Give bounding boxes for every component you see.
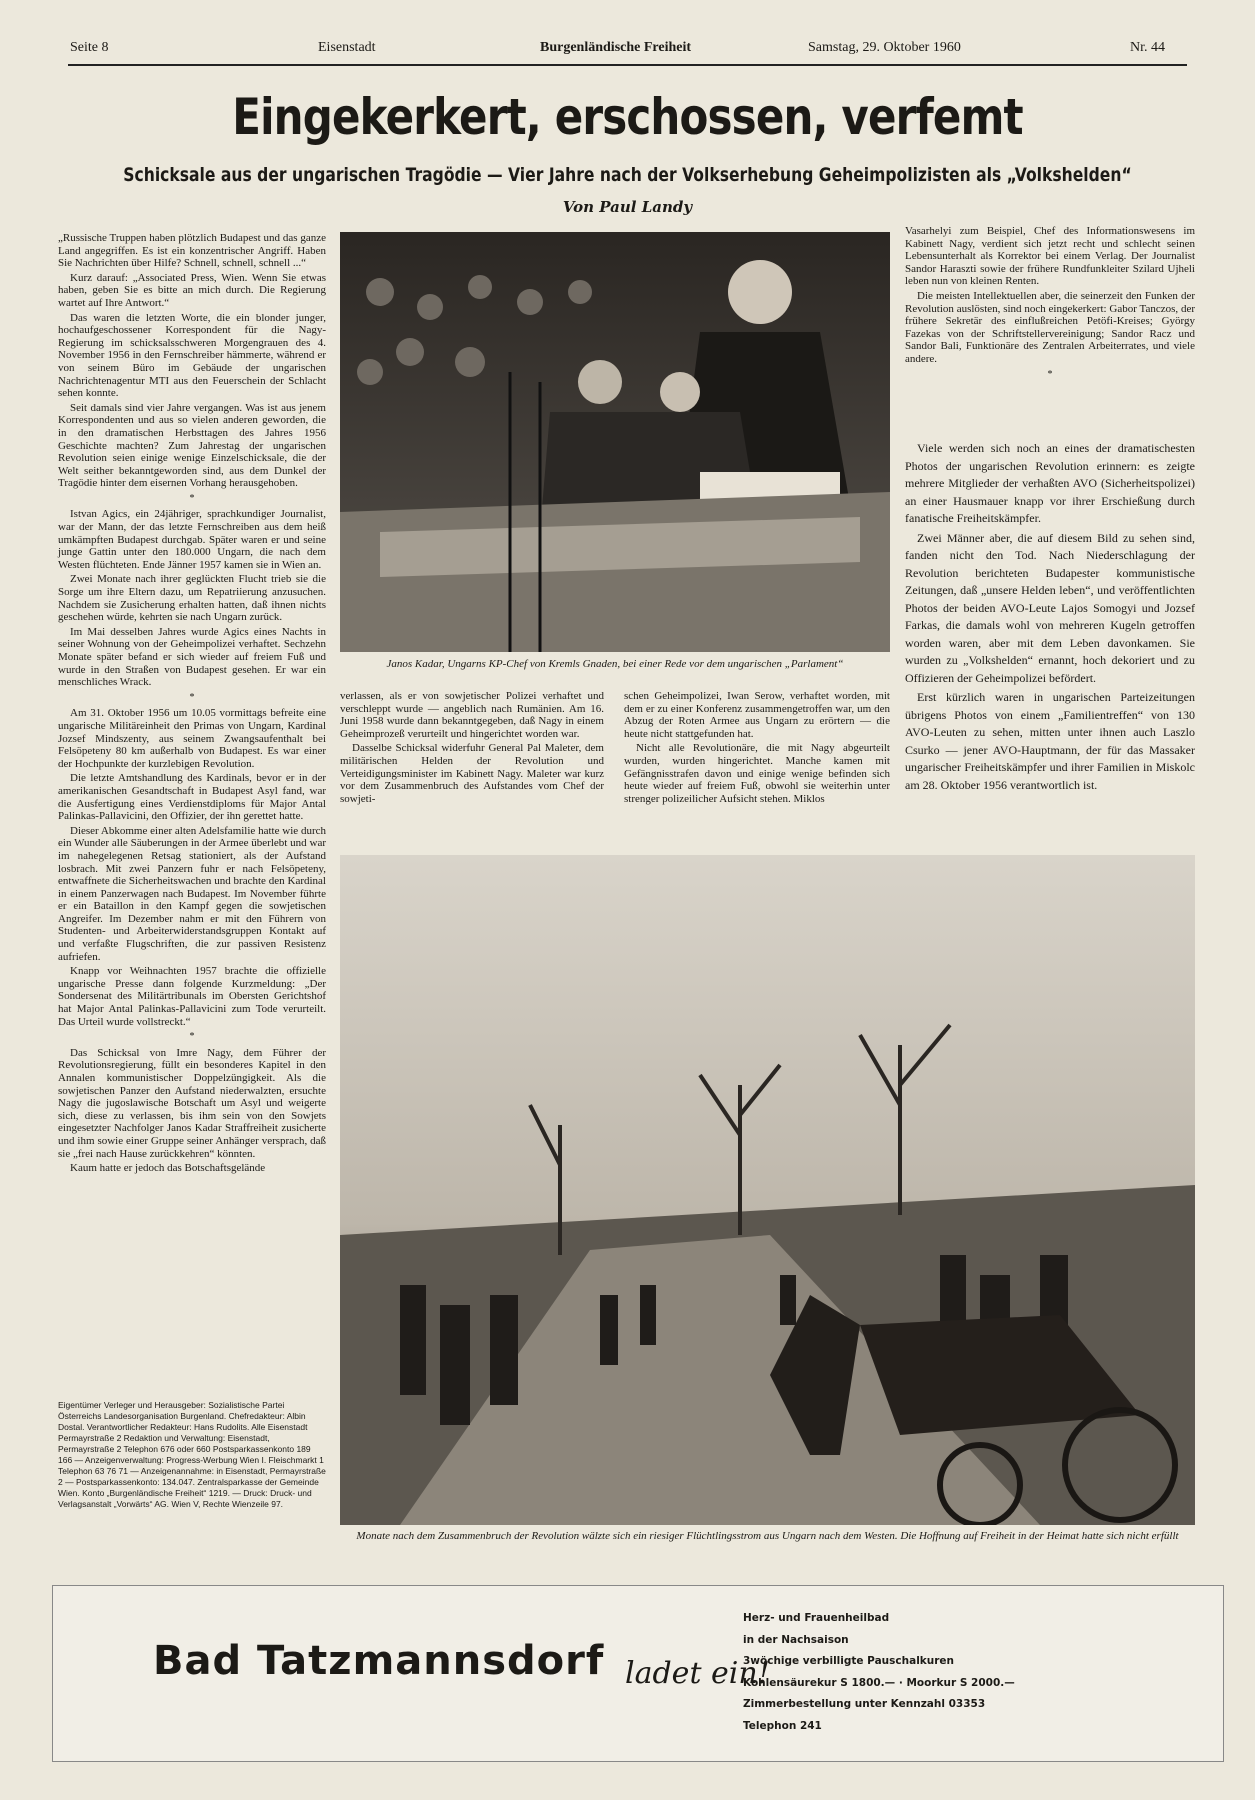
header-rule (68, 64, 1187, 66)
paragraph: „Russische Truppen haben plötzlich Budapest und das ganze Land angegriffen. Es ist ein konzentrischer Angriff. Haben Sie Nachrichten über Hilfe? Schnell, schnell, schnell ...“ (58, 232, 326, 270)
paragraph: Viele werden sich noch an eines der dramatischesten Photos der ungarischen Revolution erinnern: es zeigte mehrere Mitglieder der verhaßten AVO (Sicherheitspolizei) an einer Hausmauer knapp vor ihrer Erschießung durch fanatische Freiheitskämpfer. (905, 441, 1195, 525)
paragraph: verlassen, als er von sowjetischer Polizei verhaftet und verschleppt wurde — angeblich nach Rumänien. Am 16. Juni 1958 wurde dann bekanntgegeben, daß Nagy in einem Geheimprozeß verurteilt und hingerichtet worden war. (340, 690, 604, 740)
column-4-bottom (905, 440, 1195, 840)
ad-tagline: ladet ein! (625, 1656, 770, 1691)
kadar-photo-art (340, 232, 890, 652)
issue-number: Nr. 44 (1130, 40, 1165, 55)
paragraph: Dieser Abkomme einer alten Adelsfamilie hatte wie durch ein Wunder alle Säuberungen in der Armee überlebt und war im nahegelegenen Retsag stationiert, als der Aufstand losbrach. Mit zwei Panzern fuhr er nach Felsöpeteny, entwaffnete die Sicherheitswachen und brachte den Kardinal in einem Panzerwagen nach Budapest. Im November führte er ein Bataillon in den Kampf gegen die sowjetischen Angreifer. Im Dezember nahm er mit den Führern von Studenten- und Arbeiterwiderstandsgruppen Kontakt auf und verfaßte Flugschriften, die zur passiven Resistenz aufriefen. (58, 824, 326, 963)
paragraph: schen Geheimpolizei, Iwan Serow, verhaftet worden, mit dem er zu einer Konferenz zusammengetroffen war, um den Abzug der Roten Armee aus Ungarn zu erörtern — die heute nicht stattgefunden hat. (624, 690, 890, 740)
section-star: * (189, 1031, 195, 1043)
paragraph: Am 31. Oktober 1956 um 10.05 vormittags befreite eine ungarische Militäreinheit den Primas von Ungarn, Kardinal Jozsef Mindszenty, aus seinem Zwangsaufenthalt bei Felsöpeteny 80 km außerhalb von Budapest. Es war einer der Hochpunkte der kurzlebigen Revolution. (58, 707, 326, 770)
paragraph: Knapp vor Weihnachten 1957 brachte die offizielle ungarische Presse dann folgende Kurzmeldung: „Der Sondersenat des Militärtribunals im Obersten Gerichtshof hat Major Antal Palinkas-Pallavicini zum Tode verurteilt. Das Urteil wurde vollstreckt.“ (58, 965, 326, 1028)
ad-line: in der Nachsaison (743, 1633, 849, 1646)
photo-caption-refugees: Monate nach dem Zusammenbruch der Revolution wälzte sich ein riesiger Flüchtlingsstrom aus Ungarn nach dem Westen. Die Hoffnung auf Freiheit in der Heimat hatte sich nicht erfüllt (356, 1530, 1179, 1542)
place-name: Eisenstadt (318, 40, 376, 55)
paragraph: Das waren die letzten Worte, die ein blonder junger, hochaufgeschossener Korrespondent für die Nagy-Regierung im schicksalsschweren Morgengrauen des 4. November 1956 in den Fernschreiber hämmerte, während er von seinem Büro im Gebäude der ungarischen Nachrichtenagentur MTI aus den Feuerschein der Schlacht sehen konnte. (58, 311, 326, 400)
spa-advertisement (52, 1585, 1224, 1762)
column-1 (58, 232, 326, 1382)
ad-line: 3wöchige verbilligte Pauschalkuren (743, 1655, 955, 1667)
ad-line: Kohlensäurekur S 1800.— · Moorkur S 2000.— (743, 1676, 1015, 1689)
paragraph: Nicht alle Revolutionäre, die mit Nagy abgeurteilt wurden, wurden hingerichtet. Manche kamen mit Gefängnisstrafen davon und einige wenige befinden sich heute wieder auf freiem Fuß, obwohl sie weiterhin unter strenger polizeilicher Aufsicht stehen. Miklos (624, 742, 890, 805)
paragraph: Zwei Monate nach ihrer geglückten Flucht trieb sie die Sorge um ihre Eltern dazu, um Repatriierung anzusuchen. Nachdem sie Zusicherung erhalten hatten, daß ihnen nichts geschehen würde, kehrten sie nach Ungarn zurück. (58, 573, 326, 624)
paragraph: Seit damals sind vier Jahre vergangen. Was ist aus jenem Korrespondenten und aus so vielen anderen geworden, die in den dramatischen Herbsttagen des Jahres 1956 Geschichte machten? Zum Jahrestag der ungarischen Revolution seien einige wenige Einzelschicksale, die der Welt seither bekanntgeworden sind, aus dem Dunkel der Tragödie hinter dem eisernen Vorhang herausgehoben. (58, 401, 326, 490)
refugee-photo-art (340, 855, 1195, 1525)
paragraph: Dasselbe Schicksal widerfuhr General Pal Maleter, dem militärischen Helden der Revolution und Verteidigungsminister im Kabinett Nagy. Maleter war kurz vor dem Zusammenbruch des Aufstandes vom Chef der sowjeti- (340, 742, 604, 805)
ad-line: Telephon 241 (743, 1719, 822, 1732)
paragraph: Kurz darauf: „Associated Press, Wien. Wenn Sie etwas haben, geben Sie es bitte an mich durch. Die Regierung wartet auf Ihre Antwort.“ (58, 271, 326, 309)
section-star: * (189, 691, 195, 703)
section-star: * (1047, 368, 1053, 380)
paragraph: Zwei Männer aber, die auf diesem Bild zu sehen sind, fanden nicht den Tod. Nach Niederschlagung der Revolution berichteten Budapester kommunistische Zeitungen, daß „unsere Helden leben“, und veröffentlichten Photos der beiden AVO-Leute Lajos Somogyi und Jozsef Farkas, die damals wohl von mehreren Kugeln getroffen worden waren, aber mit dem Leben davonkamen. Sie wurden zu „Volkshelden“ ernannt, hoch dekoriert und zu Offizieren der Geheimpolizei befördert. (905, 530, 1195, 685)
paragraph: Das Schicksal von Imre Nagy, dem Führer der Revolutionsregierung, füllt ein besonderes Kapitel in den Annalen kommunistischer Doppelzüngigkeit. Als die sowjetischen Panzer den Aufstand niederwalzten, ersuchte Nagy die jugoslawische Botschaft um Asyl und weigerte sich, diese zu verlassen, bis ihm sein von den Sowjets eingesetzter Nachfolger Janos Kadar Straffreiheit zusicherte und ihm sowie einer Gruppe seiner Anhänger versprach, daß sie „frei nach Hause zurückkehren“ könnten. (58, 1046, 326, 1160)
paragraph: Die meisten Intellektuellen aber, die seinerzeit den Funken der Revolution auslösten, sind noch eingekerkert: Gabor Tanczos, der frühere Sekretär des einflußreichen Petöfi-Kreises; György Fazekas von der Schriftstellervereinigung; Sandor Racz und Sandor Bali, Funktionäre des Zentralen Arbeiterrates, und viele andere. (905, 289, 1195, 365)
ad-line: Zimmerbestellung unter Kennzahl 03353 (743, 1698, 986, 1710)
kadar-parliament-photo (340, 232, 890, 652)
subheadline: Schicksale aus der ungarischen Tragödie — Vier Jahre nach der Volkserhebung Geheimpolizisten als „Volkshelden“ (123, 164, 1132, 186)
paragraph: Kaum hatte er jedoch das Botschaftsgelände (70, 1162, 266, 1175)
paragraph: Im Mai desselben Jahres wurde Agics eines Nachts in seiner Wohnung von der Geheimpolizei verhaftet. Sechzehn Monate später befand er sich wieder auf freiem Fuß und wurde in den Straßen von Budapest gesehen. Er war ein menschliches Wrack. (58, 625, 326, 689)
refugee-column-photo (340, 855, 1195, 1525)
headline: Eingekerkert, erschossen, verfemt (232, 88, 1023, 146)
paragraph: Vasarhelyi zum Beispiel, Chef des Informationswesens im Kabinett Nagy, verdient sich jetzt recht und schlecht seinen Lebensunterhalt als Korrektor bei einem Verlag. Der Journalist Sandor Haraszti sowie der frühere Rundfunkleiter Szilard Ujheli leben nun von kleinen Renten. (905, 225, 1195, 288)
page-number: Seite 8 (70, 40, 109, 55)
photo-caption-kadar: Janos Kadar, Ungarns KP-Chef von Kremls Gnaden, bei einer Rede vor dem ungarischen „Parlament“ (386, 658, 844, 670)
ad-name: Bad Tatzmannsdorf (153, 1638, 605, 1684)
paragraph: Die letzte Amtshandlung des Kardinals, bevor er in der amerikanischen Gesandtschaft in Budapest Asyl fand, war die Ausfertigung eines Verdienstdiploms für Major Antal Palinkas-Pallavicini, den Offizier, der ihn gerettet hatte. (58, 772, 326, 823)
byline: Von Paul Landy (562, 198, 693, 216)
issue-date: Samstag, 29. Oktober 1960 (808, 40, 961, 55)
ad-line: Herz- und Frauenheilbad (743, 1612, 890, 1624)
ad-info (743, 1608, 1015, 1737)
section-star: * (189, 492, 195, 504)
paragraph: Erst kürzlich waren in ungarischen Parteizeitungen übrigens Photos von einem „Familientreffen“ von 130 AVO-Leuten zu sehen, mitten unter ihnen auch Laszlo Csurko — jener AVO-Hauptmann, der für das Massaker ungarischer Freiheitskämpfer und ihrer Familien in Miskolc am 28. Oktober 1956 verantwortlich ist. (905, 690, 1195, 792)
paragraph: Istvan Agics, ein 24jähriger, sprachkundiger Journalist, war der Mann, der das letzte Fernschreiben aus dem heiß umkämpften Budapest durchgab. Später waren er und seine junge Gattin unter den 180.000 Ungarn, die nach dem Westen flüchteten. Ende Jänner 1957 kamen sie in Wien an. (58, 508, 326, 571)
column-3 (624, 690, 890, 845)
newspaper-name: Burgenländische Freiheit (540, 40, 692, 55)
column-4-top (905, 225, 1195, 425)
imprint: Eigentümer Verleger und Herausgeber: Sozialistische Partei Österreichs Landesorganisation Burgenland. Chefredakteur: Albin Dostal. Verantwortlicher Redakteur: Hans Rudolits. Alle Eisenstadt Permayrstraße 2 Redaktion und Verwaltung: Eisenstadt, Permayrstraße 2 Telephon 676 oder 660 Postsparkassenkonto 189 166 — Anzeigenverwaltung: Progress-Werbung Wien I. Fleischmarkt 1 Telephon 63 76 71 — Anzeigenannahme: in Eisenstadt, Permayrstraße 2 — Postsparkassenkonto: 134.047. Zentralsparkasse der Gemeinde Wien. Konto „Burgenländische Freiheit“ 1219. — Druck: Druck- und Verlagsanstalt „Vorwärts“ AG. Wien V, Rechte Wienzeile 97. (58, 1400, 326, 1509)
column-2 (340, 690, 604, 845)
